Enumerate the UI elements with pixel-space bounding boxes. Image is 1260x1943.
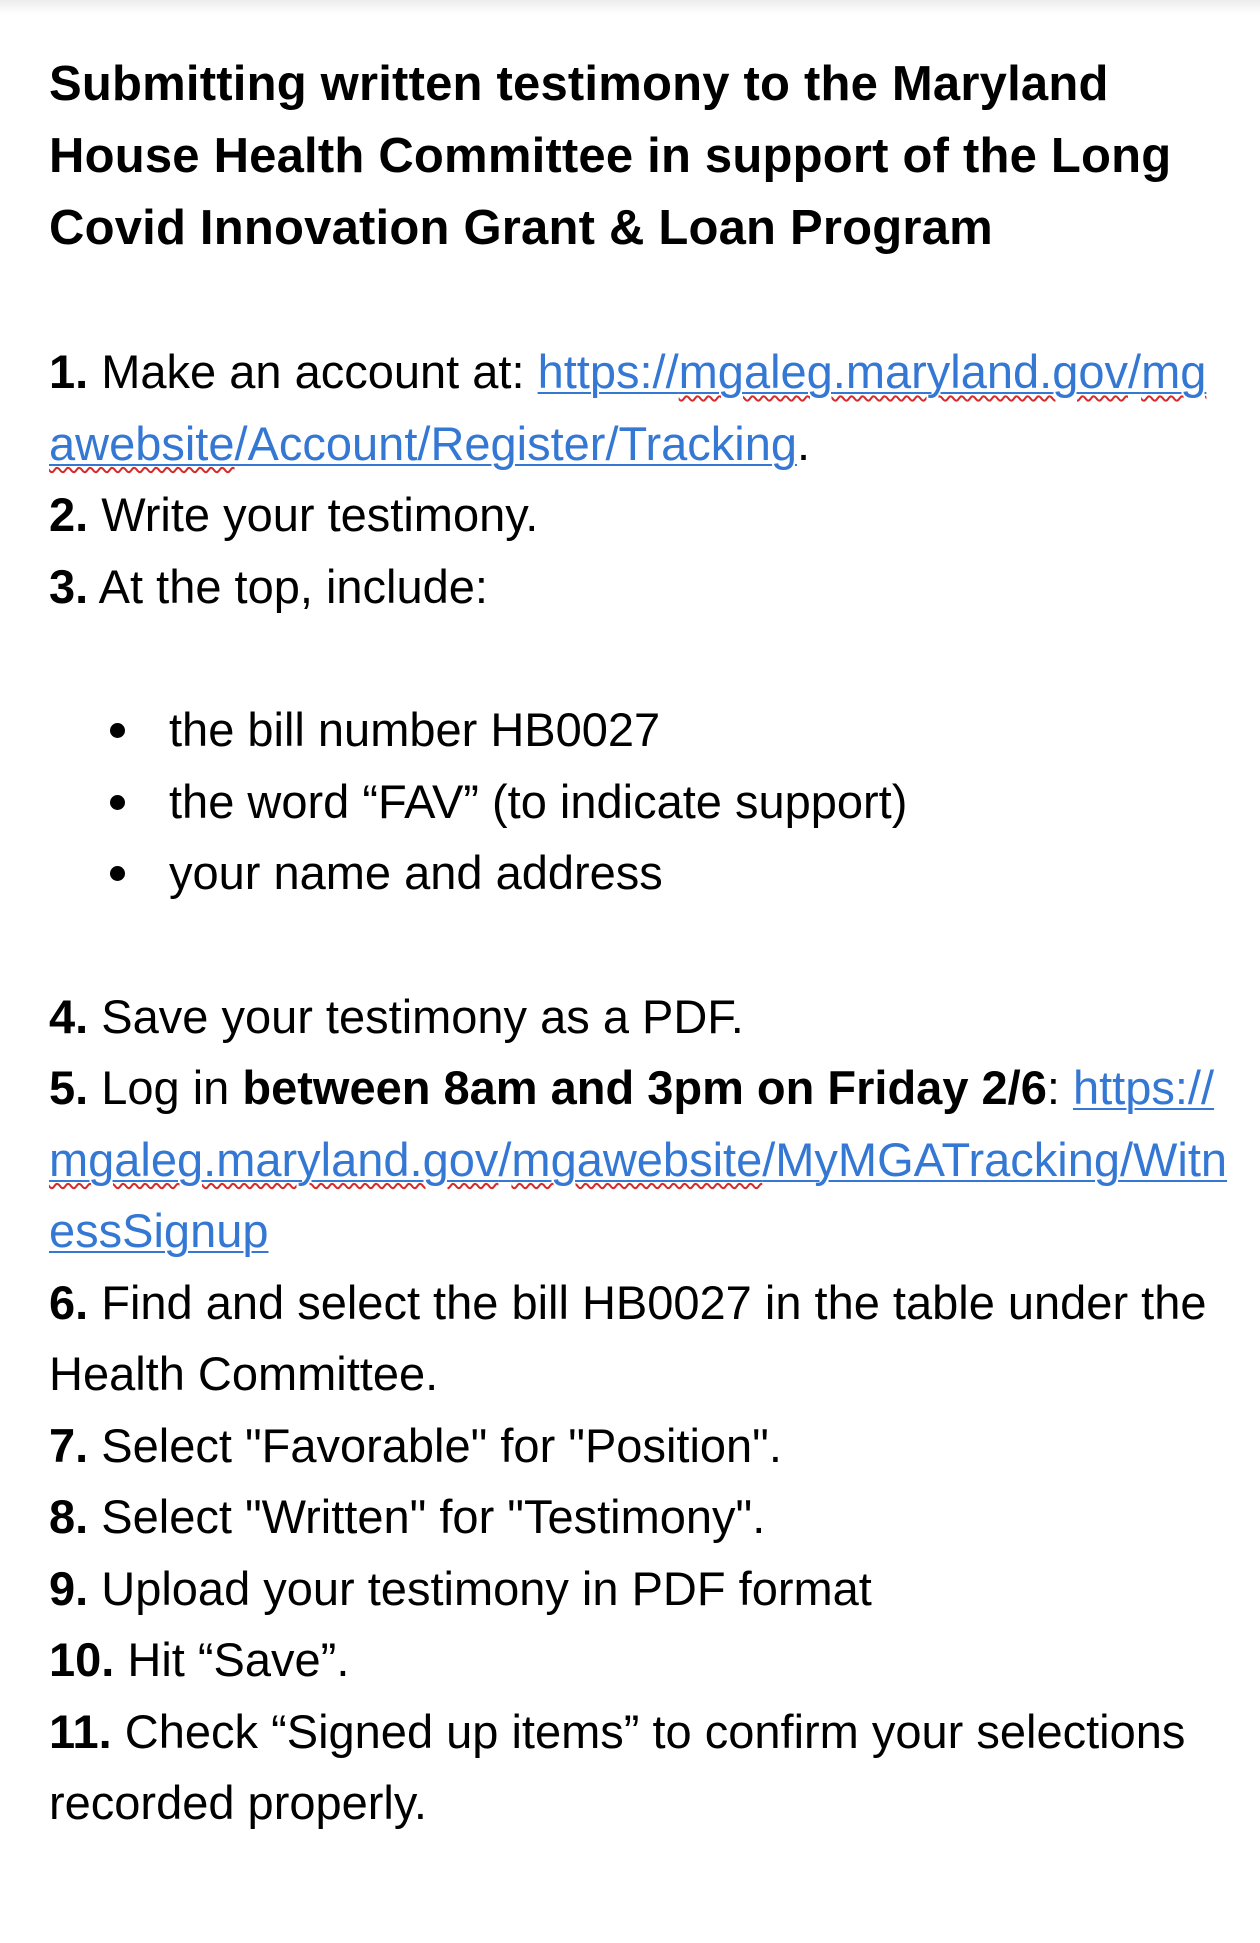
step-number: 2. — [49, 488, 89, 541]
bullet-item — [49, 694, 1229, 766]
steps-list — [49, 336, 1229, 1839]
step-8 — [49, 1481, 1229, 1553]
link-part: mgawebsite — [49, 345, 1207, 470]
step-10 — [49, 1624, 1229, 1696]
link-part: https:// — [1072, 1061, 1215, 1114]
login-window-text: between 8am and 3pm on Friday 2/6 — [242, 1061, 1047, 1114]
bullet-dot — [110, 795, 125, 810]
step-text: Select "Favorable" for "Position". — [88, 1418, 782, 1472]
bullet-text: your name and address — [169, 846, 663, 899]
bullet-text: the bill number HB0027 — [169, 703, 661, 756]
step-3 — [49, 551, 1229, 623]
link-part: /Account/Register/Tracking — [234, 416, 797, 470]
step-5 — [49, 1052, 1229, 1267]
step-text: Write your testimony. — [88, 488, 539, 541]
step-number: 8. — [49, 1490, 89, 1543]
step-number: 9. — [49, 1561, 89, 1615]
step-text: Hit “Save”. — [114, 1633, 350, 1686]
step-2 — [49, 479, 1229, 551]
step-text: : — [1046, 1061, 1073, 1114]
step-text: . — [797, 416, 811, 470]
top-edge-shadow — [0, 0, 1260, 14]
step-number: 7. — [49, 1418, 89, 1472]
step-number: 3. — [49, 559, 89, 613]
bullet-text: the word “FAV” (to indicate support) — [169, 774, 908, 828]
link-part: /MyMGATracking/WitnessSignup — [49, 1132, 1228, 1257]
link-part: mgawebsite — [511, 1132, 763, 1186]
step-text: Save your testimony as a PDF. — [88, 989, 744, 1043]
note-title: Submitting written testimony to the Maryland House Health Committee in support of the Long Covid Innovation Grant & Loan Program — [49, 57, 1172, 255]
step-text: Upload your testimony in PDF format — [88, 1561, 872, 1615]
step-text: At the top, include: — [88, 559, 488, 613]
step-number: 1. — [49, 345, 89, 398]
step-11 — [49, 1696, 1229, 1839]
link-part: / — [1128, 345, 1142, 398]
include-bullet-list — [49, 622, 1229, 981]
note-body — [49, 48, 1229, 1839]
step-text: Find and select the bill HB0027 in the table under the Health Committee. — [49, 1275, 1207, 1400]
step-1 — [49, 336, 1229, 479]
step-text: Check “Signed up items” to confirm your selections recorded properly. — [49, 1704, 1186, 1829]
step-number: 11. — [49, 1704, 112, 1758]
step-6 — [49, 1267, 1229, 1410]
bullet-dot — [110, 866, 125, 881]
step-text: Log in — [88, 1061, 243, 1114]
link-part: https:// — [537, 345, 679, 398]
bullet-item — [49, 766, 1229, 838]
step-4 — [49, 981, 1229, 1053]
step-number: 10. — [49, 1633, 115, 1686]
bullet-dot — [110, 723, 125, 738]
link-part: mgaleg.maryland.gov — [49, 1132, 499, 1186]
link-part: mgaleg.maryland.gov — [678, 345, 1129, 398]
link-part: / — [498, 1132, 512, 1186]
step-7 — [49, 1410, 1229, 1482]
step-number: 4. — [49, 989, 89, 1043]
step-text: Make an account at: — [88, 345, 538, 398]
step-text: Select "Written" for "Testimony". — [88, 1490, 766, 1543]
step-number: 6. — [49, 1275, 89, 1329]
step-number: 5. — [49, 1061, 89, 1114]
step-9 — [49, 1553, 1229, 1625]
bullet-item — [49, 837, 1229, 909]
